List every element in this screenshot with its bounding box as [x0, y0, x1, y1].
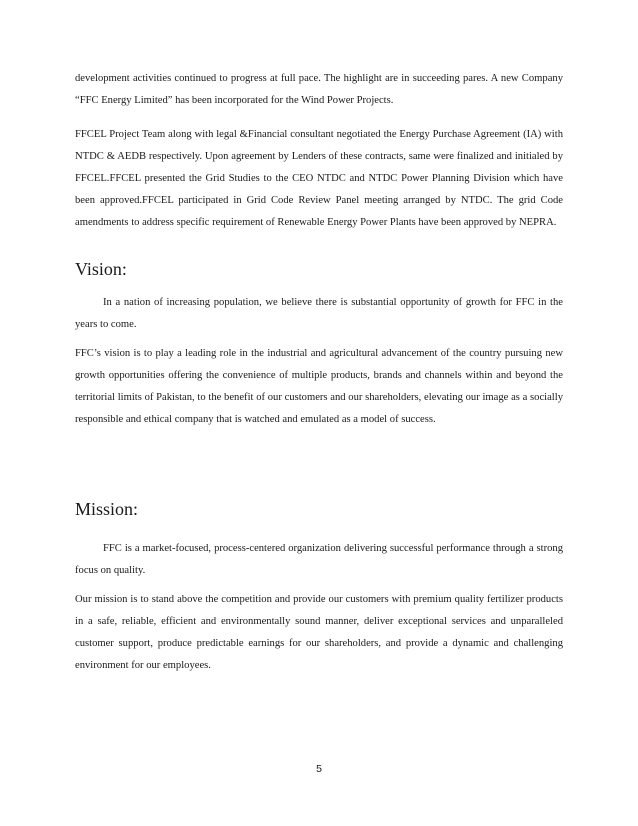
vision-paragraph-2: FFC’s vision is to play a leading role in the industrial and agricultural advancement of the country pursuing new growth opportunities offering the convenience of multiple products, brands and channels within and beyond the territorial limits of Pakistan, to the benefit of our customers and our shareholders, elevating our image as a socially responsible and ethical company that is watched and emulated as a model of success. — [75, 348, 563, 425]
mission-heading: Mission: — [75, 499, 139, 519]
intro-paragraph: development activities continued to progress at full pace. The highlight are in succeeding pares. A new Company “FFC Energy Limited” has been incorporated for the Wind Power Projects. — [75, 73, 563, 106]
mission-paragraph-1: FFC is a market-focused, process-centered organization delivering successful performance through a strong focus on quality. — [75, 543, 563, 576]
vision-heading: Vision: — [75, 259, 127, 279]
page-number: 5 — [316, 763, 322, 775]
mission-paragraph-2: Our mission is to stand above the competition and provide our customers with premium quality fertilizer products in a safe, reliable, efficient and environmentally sound manner, deliver exceptional services and unparalleled customer support, produce predictable earnings for our shareholders, and provide a dynamic and challenging environment for our employees. — [75, 594, 563, 671]
vision-paragraph-1: In a nation of increasing population, we believe there is substantial opportunity of growth for FFC in the years to come. — [75, 297, 563, 330]
ffcel-paragraph: FFCEL Project Team along with legal &Financial consultant negotiated the Energy Purchase Agreement (IA) with NTDC & AEDB respectively. Upon agreement by Lenders of these contracts, same were finalized and initialed by FFCEL.FFCEL presented the Grid Studies to the CEO NTDC and NTDC Power Planning Division which have been approved.FFCEL participated in Grid Code Review Panel meeting arranged by NTDC. The grid Code amendments to address specific requirement of Renewable Energy Power Plants have been approved by NEPRA. — [75, 129, 563, 228]
